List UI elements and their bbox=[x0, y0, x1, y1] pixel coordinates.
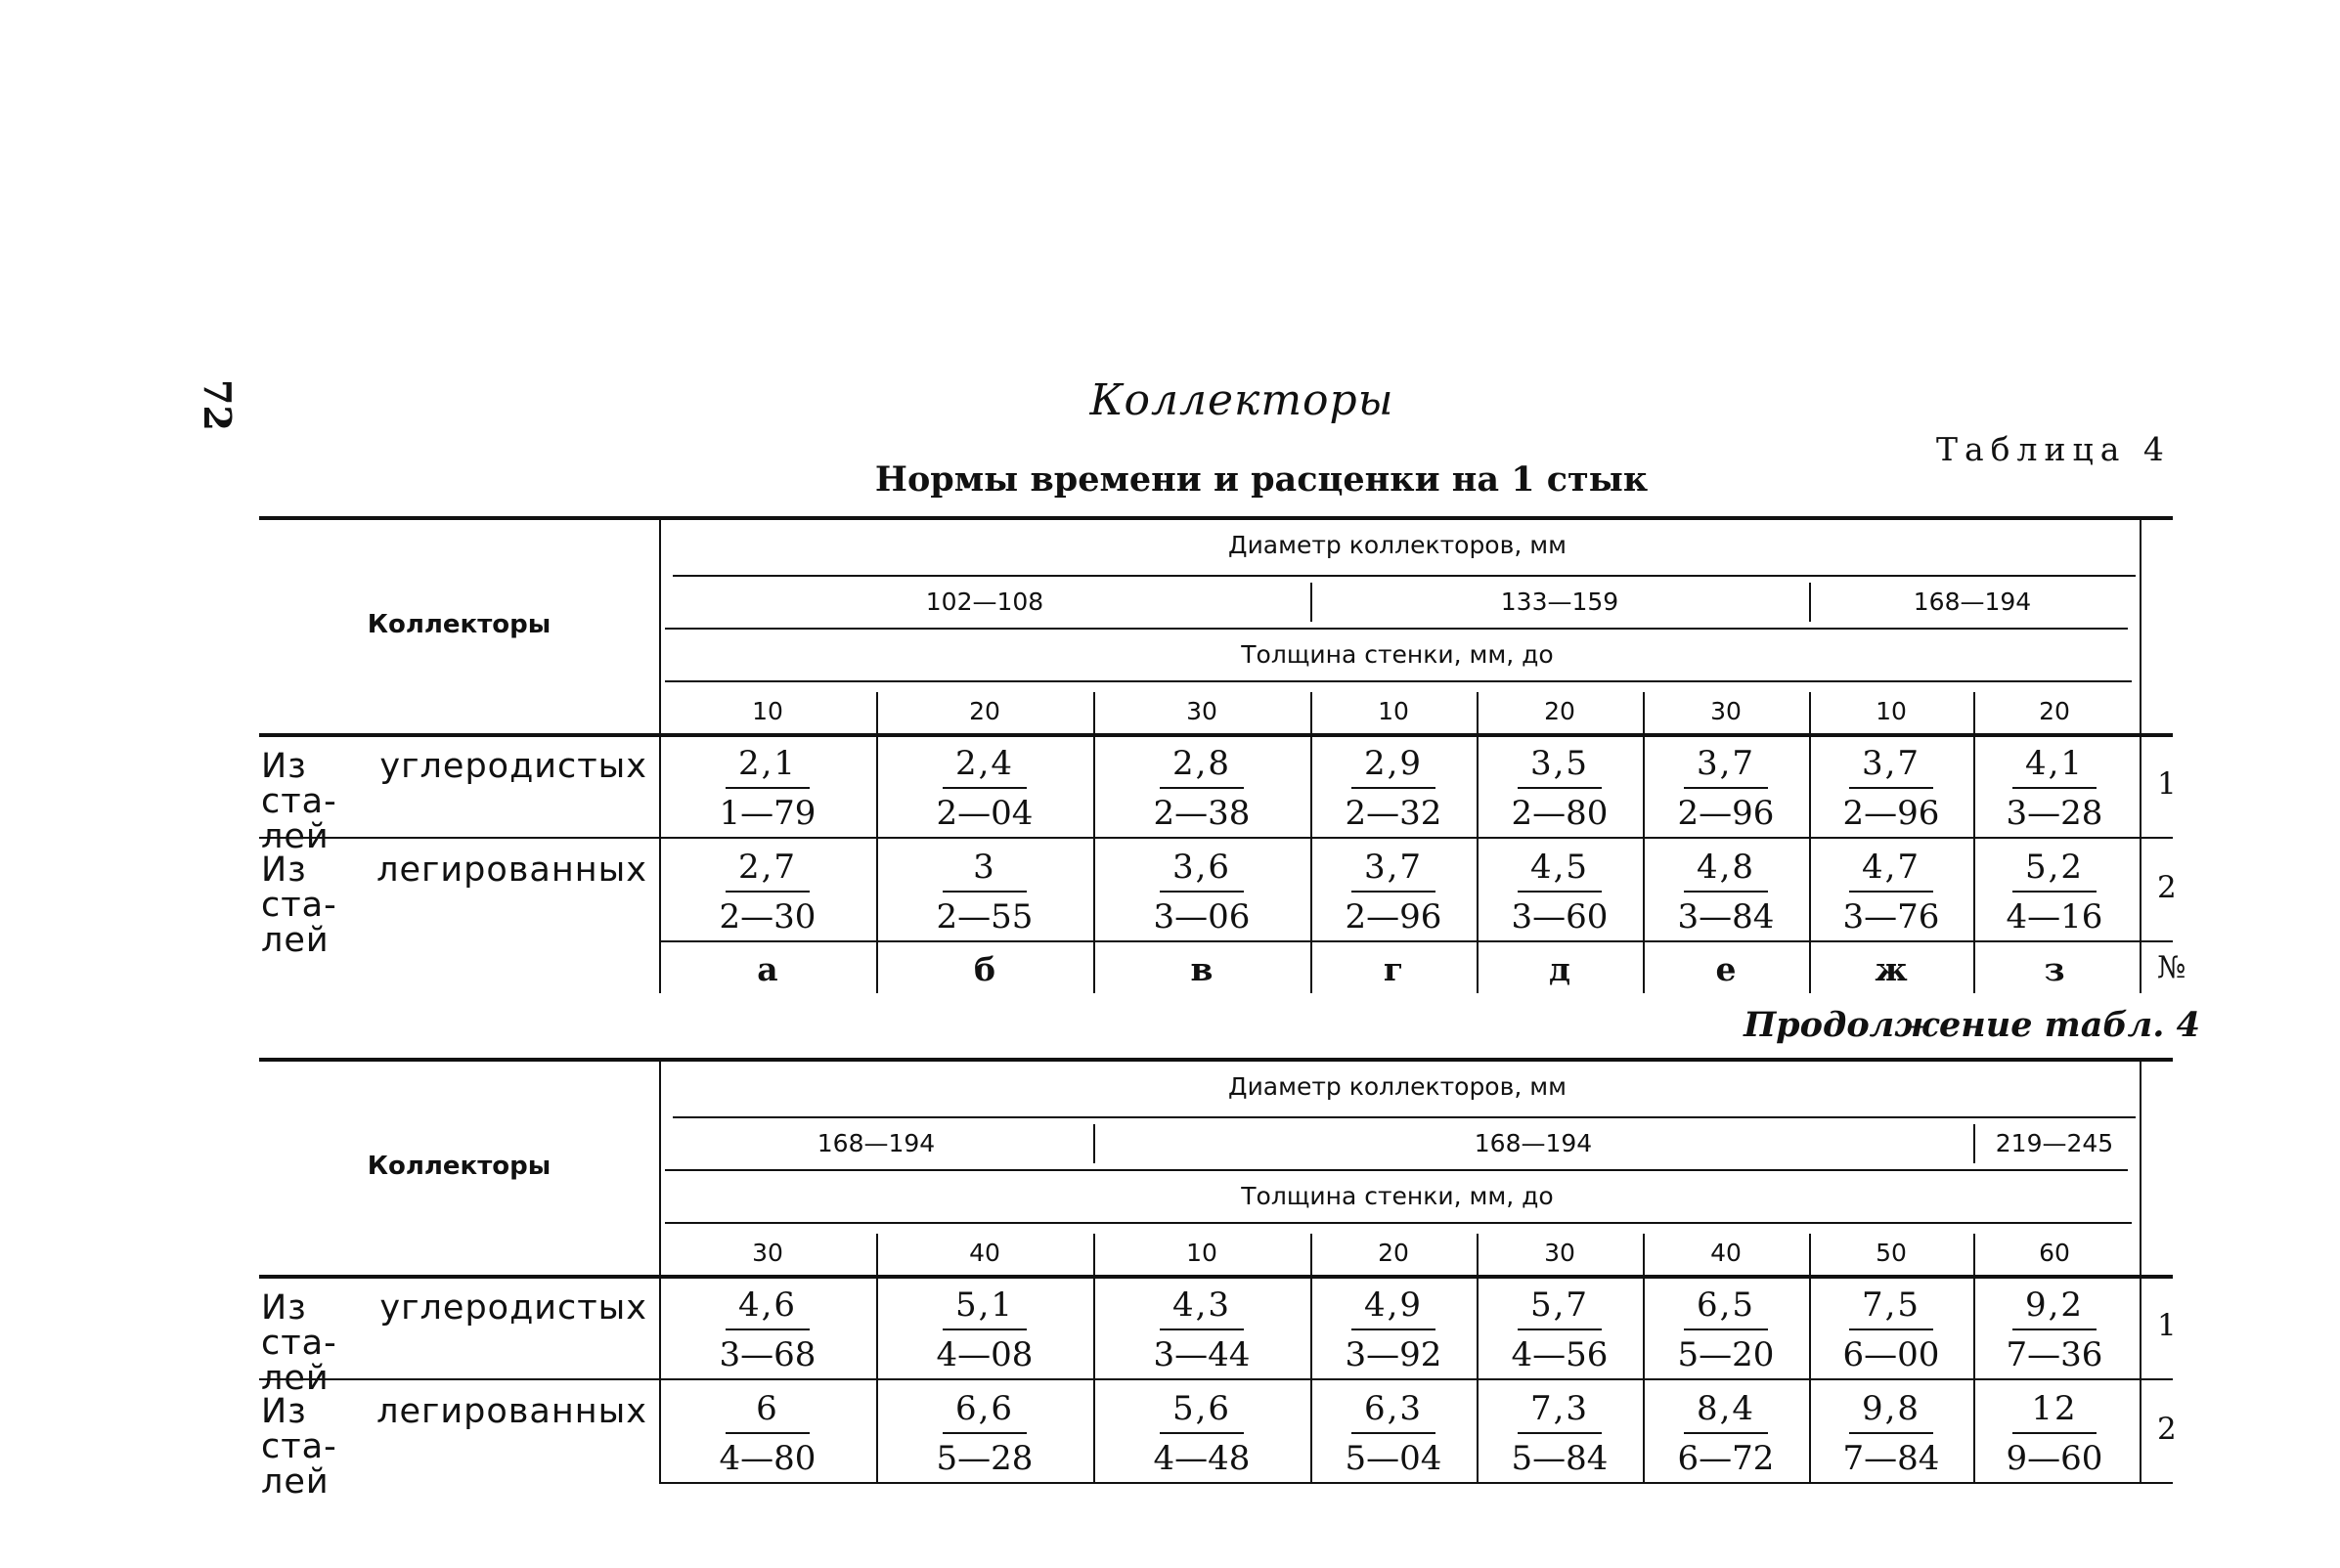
column-letter: з bbox=[2044, 950, 2065, 988]
row-label-line1: Из легированных ста- bbox=[261, 850, 647, 925]
norm-cell bbox=[1645, 1285, 1807, 1374]
time-norm: 3,5 bbox=[1529, 744, 1590, 783]
norm-cell bbox=[686, 1388, 849, 1478]
time-norm: 4,3 bbox=[1171, 1285, 1232, 1325]
row-label bbox=[261, 852, 647, 958]
norm-cell bbox=[904, 743, 1066, 833]
price-rate: 4—16 bbox=[2006, 897, 2103, 936]
row-label-line1: Из углеродистых ста- bbox=[261, 747, 647, 821]
column-letter: б bbox=[973, 950, 995, 988]
diameter-header: Диаметр коллекторов, мм bbox=[1228, 530, 1567, 559]
time-norm: 4,1 bbox=[2024, 744, 2085, 783]
column-letter: ж bbox=[1875, 950, 1908, 988]
time-norm: 2,7 bbox=[737, 848, 798, 887]
row-number: 1 bbox=[2157, 1308, 2177, 1343]
time-norm: 2,4 bbox=[954, 744, 1015, 783]
rule-right bbox=[2140, 516, 2141, 993]
price-rate: 5—28 bbox=[936, 1439, 1034, 1478]
diameter-header: Диаметр коллекторов, мм bbox=[1228, 1071, 1567, 1101]
time-norm: 4,5 bbox=[1529, 848, 1590, 887]
fraction-bar bbox=[1684, 1432, 1768, 1434]
time-norm: 5,6 bbox=[1171, 1389, 1232, 1428]
norm-cell bbox=[1973, 1388, 2136, 1478]
thickness-value: 20 bbox=[969, 696, 1000, 725]
price-rate: 4—80 bbox=[719, 1439, 817, 1478]
fraction-bar bbox=[1351, 891, 1435, 893]
fraction-bar bbox=[1684, 891, 1768, 893]
time-norm: 8,4 bbox=[1696, 1389, 1756, 1428]
norm-cell bbox=[1810, 1388, 1972, 1478]
time-norm: 4,8 bbox=[1696, 848, 1756, 887]
thickness-value: 20 bbox=[1378, 1238, 1409, 1267]
price-rate: 5—04 bbox=[1345, 1439, 1442, 1478]
price-rate: 3—92 bbox=[1345, 1335, 1442, 1374]
time-norm: 5,1 bbox=[954, 1285, 1015, 1325]
row-number: 2 bbox=[2157, 870, 2177, 905]
norm-cell bbox=[904, 1285, 1066, 1374]
fraction-bar bbox=[1849, 787, 1933, 789]
time-norm: 7,5 bbox=[1861, 1285, 1921, 1325]
thickness-value: 40 bbox=[969, 1238, 1000, 1267]
time-norm: 3,7 bbox=[1696, 744, 1756, 783]
row-label-line2: лей bbox=[261, 1359, 330, 1398]
price-rate: 4—08 bbox=[936, 1335, 1034, 1374]
norm-cell bbox=[904, 1388, 1066, 1478]
thickness-header: Толщина стенки, мм, до bbox=[1241, 639, 1554, 669]
thickness-value: 10 bbox=[1186, 1238, 1217, 1267]
fraction-bar bbox=[1684, 787, 1768, 789]
price-rate: 7—36 bbox=[2006, 1335, 2103, 1374]
column-letter: г bbox=[1383, 950, 1404, 988]
time-norm: 6,5 bbox=[1696, 1285, 1756, 1325]
price-rate: 3—76 bbox=[1842, 897, 1940, 936]
fraction-bar bbox=[1849, 1432, 1933, 1434]
time-norm: 6,3 bbox=[1363, 1389, 1424, 1428]
norm-cell bbox=[1973, 743, 2136, 833]
price-rate: 2—55 bbox=[936, 897, 1034, 936]
fraction-bar bbox=[2012, 787, 2097, 789]
row-label-line1: Из легированных ста- bbox=[261, 1392, 647, 1466]
price-rate: 9—60 bbox=[2006, 1439, 2103, 1478]
diameter-group: 102—108 bbox=[925, 587, 1044, 616]
column-letter: д bbox=[1549, 950, 1570, 988]
fraction-bar bbox=[1849, 891, 1933, 893]
fraction-bar bbox=[1849, 1328, 1933, 1330]
diameter-group: 219—245 bbox=[1995, 1128, 2114, 1157]
thickness-value: 10 bbox=[1876, 696, 1907, 725]
fraction-bar bbox=[1160, 891, 1244, 893]
fraction-bar bbox=[1160, 787, 1244, 789]
time-norm: 2,1 bbox=[737, 744, 798, 783]
price-rate: 4—56 bbox=[1511, 1335, 1609, 1374]
fraction-bar bbox=[2012, 1328, 2097, 1330]
row-number: 1 bbox=[2157, 766, 2177, 802]
fraction-bar bbox=[726, 891, 810, 893]
fraction-bar bbox=[943, 1432, 1027, 1434]
thickness-header: Толщина стенки, мм, до bbox=[1241, 1181, 1554, 1210]
column-letter: в bbox=[1190, 950, 1214, 988]
fraction-bar bbox=[1684, 1328, 1768, 1330]
fraction-bar bbox=[1518, 891, 1602, 893]
price-rate: 1—79 bbox=[719, 794, 817, 833]
norm-cell bbox=[1121, 847, 1283, 936]
fraction-bar bbox=[1351, 1328, 1435, 1330]
page-number: 72 bbox=[195, 379, 240, 431]
norm-cell bbox=[904, 847, 1066, 936]
price-rate: 4—48 bbox=[1153, 1439, 1251, 1478]
diameter-group: 133—159 bbox=[1500, 587, 1619, 616]
norm-cell bbox=[1312, 1388, 1475, 1478]
price-rate: 2—96 bbox=[1345, 897, 1442, 936]
price-rate: 5—84 bbox=[1511, 1439, 1609, 1478]
diameter-group: 168—194 bbox=[1474, 1128, 1593, 1157]
fraction-bar bbox=[1160, 1432, 1244, 1434]
time-norm: 6,6 bbox=[954, 1389, 1015, 1428]
norm-cell bbox=[1645, 743, 1807, 833]
time-norm: 5,2 bbox=[2024, 848, 2085, 887]
fraction-bar bbox=[1518, 1328, 1602, 1330]
fraction-bar bbox=[943, 891, 1027, 893]
continuation-label: Продолжение табл. 4 bbox=[1744, 1005, 2200, 1045]
price-rate: 2—32 bbox=[1345, 794, 1442, 833]
time-norm: 5,7 bbox=[1529, 1285, 1590, 1325]
norm-cell bbox=[1479, 1388, 1641, 1478]
price-rate: 5—20 bbox=[1677, 1335, 1775, 1374]
thickness-value: 10 bbox=[1378, 696, 1409, 725]
rule-body-bottom bbox=[659, 1482, 2173, 1484]
norm-cell bbox=[1121, 1388, 1283, 1478]
norm-cell bbox=[686, 743, 849, 833]
thickness-value: 30 bbox=[1544, 1238, 1575, 1267]
table-caption: Нормы времени и расценки на 1 стык bbox=[874, 459, 1649, 500]
column-letter: е bbox=[1715, 950, 1737, 988]
fraction-bar bbox=[2012, 891, 2097, 893]
norm-cell bbox=[1810, 847, 1972, 936]
price-rate: 3—68 bbox=[719, 1335, 817, 1374]
time-norm: 2,8 bbox=[1171, 744, 1232, 783]
norm-cell bbox=[1645, 847, 1807, 936]
price-rate: 2—96 bbox=[1842, 794, 1940, 833]
time-norm: 2,9 bbox=[1363, 744, 1424, 783]
stub-header: Коллекторы bbox=[367, 1152, 552, 1181]
norm-cell bbox=[1312, 847, 1475, 936]
time-norm: 4,6 bbox=[737, 1285, 798, 1325]
fraction-bar bbox=[943, 1328, 1027, 1330]
norm-cell bbox=[1121, 743, 1283, 833]
thickness-value: 50 bbox=[1876, 1238, 1907, 1267]
time-norm: 9,8 bbox=[1861, 1389, 1921, 1428]
norm-cell bbox=[1312, 1285, 1475, 1374]
norm-cell bbox=[1121, 1285, 1283, 1374]
row-label bbox=[261, 749, 647, 854]
fraction-bar bbox=[1518, 787, 1602, 789]
price-rate: 2—96 bbox=[1677, 794, 1775, 833]
fraction-bar bbox=[943, 787, 1027, 789]
fraction-bar bbox=[1160, 1328, 1244, 1330]
price-rate: 7—84 bbox=[1842, 1439, 1940, 1478]
fraction-bar bbox=[1351, 787, 1435, 789]
norm-cell bbox=[1973, 1285, 2136, 1374]
price-rate: 6—00 bbox=[1842, 1335, 1940, 1374]
time-norm: 12 bbox=[2031, 1389, 2078, 1428]
time-norm: 9,2 bbox=[2024, 1285, 2085, 1325]
norm-cell bbox=[1479, 743, 1641, 833]
time-norm: 3 bbox=[973, 848, 996, 887]
rule-body-bottom bbox=[659, 940, 2173, 942]
thickness-value: 10 bbox=[752, 696, 783, 725]
row-label bbox=[261, 1290, 647, 1396]
stub-header: Коллекторы bbox=[367, 610, 552, 639]
price-rate: 3—28 bbox=[2006, 794, 2103, 833]
fraction-bar bbox=[726, 787, 810, 789]
rule-right bbox=[2140, 1058, 2141, 1482]
fraction-bar bbox=[1351, 1432, 1435, 1434]
price-rate: 6—72 bbox=[1677, 1439, 1775, 1478]
diameter-group: 168—194 bbox=[1913, 587, 2032, 616]
row-label-line2: лей bbox=[261, 1462, 330, 1502]
row-number: 2 bbox=[2157, 1412, 2177, 1447]
norm-cell bbox=[1973, 847, 2136, 936]
norm-cell bbox=[1645, 1388, 1807, 1478]
section-title: Коллекторы bbox=[1089, 375, 1394, 425]
price-rate: 2—04 bbox=[936, 794, 1034, 833]
time-norm: 4,7 bbox=[1861, 848, 1921, 887]
row-label bbox=[261, 1394, 647, 1500]
norm-cell bbox=[1312, 743, 1475, 833]
row-label-line2: лей bbox=[261, 817, 330, 856]
fraction-bar bbox=[2012, 1432, 2097, 1434]
thickness-value: 40 bbox=[1710, 1238, 1742, 1267]
thickness-value: 60 bbox=[2039, 1238, 2070, 1267]
table-label: Таблица 4 bbox=[1936, 430, 2171, 468]
price-rate: 3—06 bbox=[1153, 897, 1251, 936]
thickness-value: 20 bbox=[1544, 696, 1575, 725]
fraction-bar bbox=[1518, 1432, 1602, 1434]
norm-cell bbox=[1479, 847, 1641, 936]
fraction-bar bbox=[726, 1328, 810, 1330]
fraction-bar bbox=[726, 1432, 810, 1434]
thickness-value: 20 bbox=[2039, 696, 2070, 725]
time-norm: 3,7 bbox=[1861, 744, 1921, 783]
price-rate: 3—44 bbox=[1153, 1335, 1251, 1374]
price-rate: 2—80 bbox=[1511, 794, 1609, 833]
price-rate: 2—30 bbox=[719, 897, 817, 936]
time-norm: 7,3 bbox=[1529, 1389, 1590, 1428]
thickness-value: 30 bbox=[752, 1238, 783, 1267]
norm-cell bbox=[686, 847, 849, 936]
price-rate: 2—38 bbox=[1153, 794, 1251, 833]
time-norm: 4,9 bbox=[1363, 1285, 1424, 1325]
norm-cell bbox=[1810, 1285, 1972, 1374]
column-letter: а bbox=[757, 950, 778, 988]
time-norm: 3,6 bbox=[1171, 848, 1232, 887]
norm-cell bbox=[686, 1285, 849, 1374]
time-norm: 3,7 bbox=[1363, 848, 1424, 887]
price-rate: 3—60 bbox=[1511, 897, 1609, 936]
thickness-value: 30 bbox=[1186, 696, 1217, 725]
norm-cell bbox=[1810, 743, 1972, 833]
row-label-line1: Из углеродистых ста- bbox=[261, 1288, 647, 1363]
norm-cell bbox=[1479, 1285, 1641, 1374]
thickness-value: 30 bbox=[1710, 696, 1742, 725]
price-rate: 3—84 bbox=[1677, 897, 1775, 936]
row-label-line2: лей bbox=[261, 921, 330, 960]
number-symbol: № bbox=[2157, 950, 2186, 985]
diameter-group: 168—194 bbox=[817, 1128, 936, 1157]
time-norm: 6 bbox=[756, 1389, 779, 1428]
